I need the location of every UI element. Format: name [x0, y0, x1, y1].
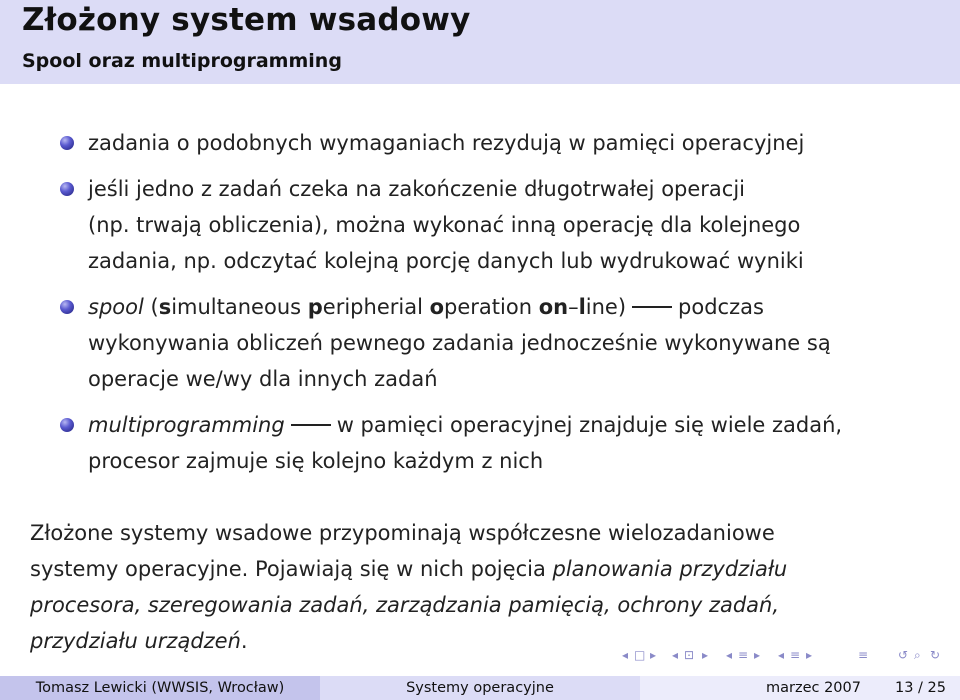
paren: (	[150, 295, 159, 319]
nav-prev-frame-icon[interactable]: ◂	[672, 648, 679, 662]
list-item	[60, 289, 940, 397]
bullet-text: zadania, np. odczytać kolejną porcję danych lub wydrukować wyniki	[88, 249, 804, 273]
acronym-letter: on	[538, 295, 569, 319]
footer-page-number: 13 / 25	[894, 680, 946, 696]
term-multiprogramming: multiprogramming	[88, 413, 285, 437]
bullet-text: spool (simultaneous peripherial operation on–line) podczas	[88, 295, 764, 319]
list-item	[60, 171, 940, 279]
nav-section-icon[interactable]: ≡	[790, 648, 801, 662]
term-spool: spool	[88, 295, 144, 319]
slide-title: Złożony system wsadowy	[22, 2, 471, 38]
paragraph-line: Złożone systemy wsadowe przypominają współczesne wielozadaniowe	[30, 521, 775, 545]
slide-footer	[0, 676, 960, 700]
footer-course: Systemy operacyjne	[320, 676, 640, 700]
bullet-text-after: podczas	[678, 295, 764, 319]
beamer-navigation	[622, 648, 952, 672]
nav-back-icon[interactable]: ↺	[898, 648, 909, 662]
acronym-rest: peration	[444, 295, 539, 319]
summary-paragraph	[30, 515, 940, 659]
nav-prev-subsection-icon[interactable]: ◂	[726, 648, 733, 662]
slide-header	[0, 0, 960, 84]
nav-prev-section-icon[interactable]: ◂	[778, 648, 785, 662]
bullet-text: (np. trwają obliczenia), można wykonać inną operację dla kolejnego	[88, 213, 801, 237]
nav-next-section-icon[interactable]: ▸	[806, 648, 813, 662]
nav-prev-slide-icon[interactable]: ◂	[622, 648, 629, 662]
bullet-text-after: w pamięci operacyjnej znajduje się wiele zadań,	[336, 413, 843, 437]
acronym-rest: imultaneous	[171, 295, 308, 319]
footer-author: Tomasz Lewicki (WWSIS, Wrocław)	[0, 676, 320, 700]
bullet-text: zadania o podobnych wymaganiach rezydują w pamięci operacyjnej	[88, 131, 805, 155]
acronym-letter: p	[307, 295, 323, 319]
paragraph-term: przydziału urządzeń	[30, 629, 241, 653]
bullet-ball-icon	[60, 300, 74, 314]
acronym-rest: ine)	[585, 295, 627, 319]
bullet-text: jeśli jedno z zadań czeka na zakończenie długotrwałej operacji	[88, 177, 746, 201]
nav-search-icon[interactable]: ⌕	[914, 648, 921, 662]
nav-next-subsection-icon[interactable]: ▸	[754, 648, 761, 662]
bullet-text: wykonywania obliczeń pewnego zadania jednocześnie wykonywane są	[88, 331, 831, 355]
bullet-ball-icon	[60, 182, 74, 196]
nav-outline-icon[interactable]: ≡	[858, 648, 869, 662]
list-item	[60, 407, 940, 479]
list-item	[60, 125, 940, 161]
nav-slide-icon[interactable]: □	[634, 648, 646, 662]
slide-subtitle: Spool oraz multiprogramming	[22, 50, 342, 72]
acronym-letter: l	[578, 295, 586, 319]
nav-next-frame-icon[interactable]: ▸	[702, 648, 709, 662]
bullet-text: operacje we/wy dla innych zadań	[88, 367, 438, 391]
em-dash	[291, 424, 331, 426]
nav-next-slide-icon[interactable]: ▸	[650, 648, 657, 662]
paragraph-text: .	[240, 629, 248, 653]
paragraph-text: systemy operacyjne. Pojawiają się w nich pojęcia	[30, 557, 553, 581]
acronym-letter: s	[158, 295, 172, 319]
acronym-rest: eripherial	[322, 295, 430, 319]
bullet-ball-icon	[60, 418, 74, 432]
em-dash	[632, 306, 672, 308]
nav-frame-icon[interactable]: ⊡	[684, 648, 695, 662]
bullet-text	[88, 407, 940, 443]
nav-subsection-icon[interactable]: ≡	[738, 648, 749, 662]
footer-right	[640, 676, 960, 700]
bullet-text: procesor zajmuje się kolejno każdym z nich	[88, 449, 544, 473]
paragraph-line	[30, 551, 940, 587]
nav-forward-icon[interactable]: ↻	[930, 648, 941, 662]
bullet-list	[60, 125, 940, 489]
acronym-letter: o	[429, 295, 445, 319]
footer-date: marzec 2007	[765, 680, 861, 696]
paragraph-term: planowania przydziału	[552, 557, 788, 581]
paragraph-line: procesora, szeregowania zadań, zarządzania pamięcią, ochrony zadań,	[30, 593, 780, 617]
bullet-ball-icon	[60, 136, 74, 150]
